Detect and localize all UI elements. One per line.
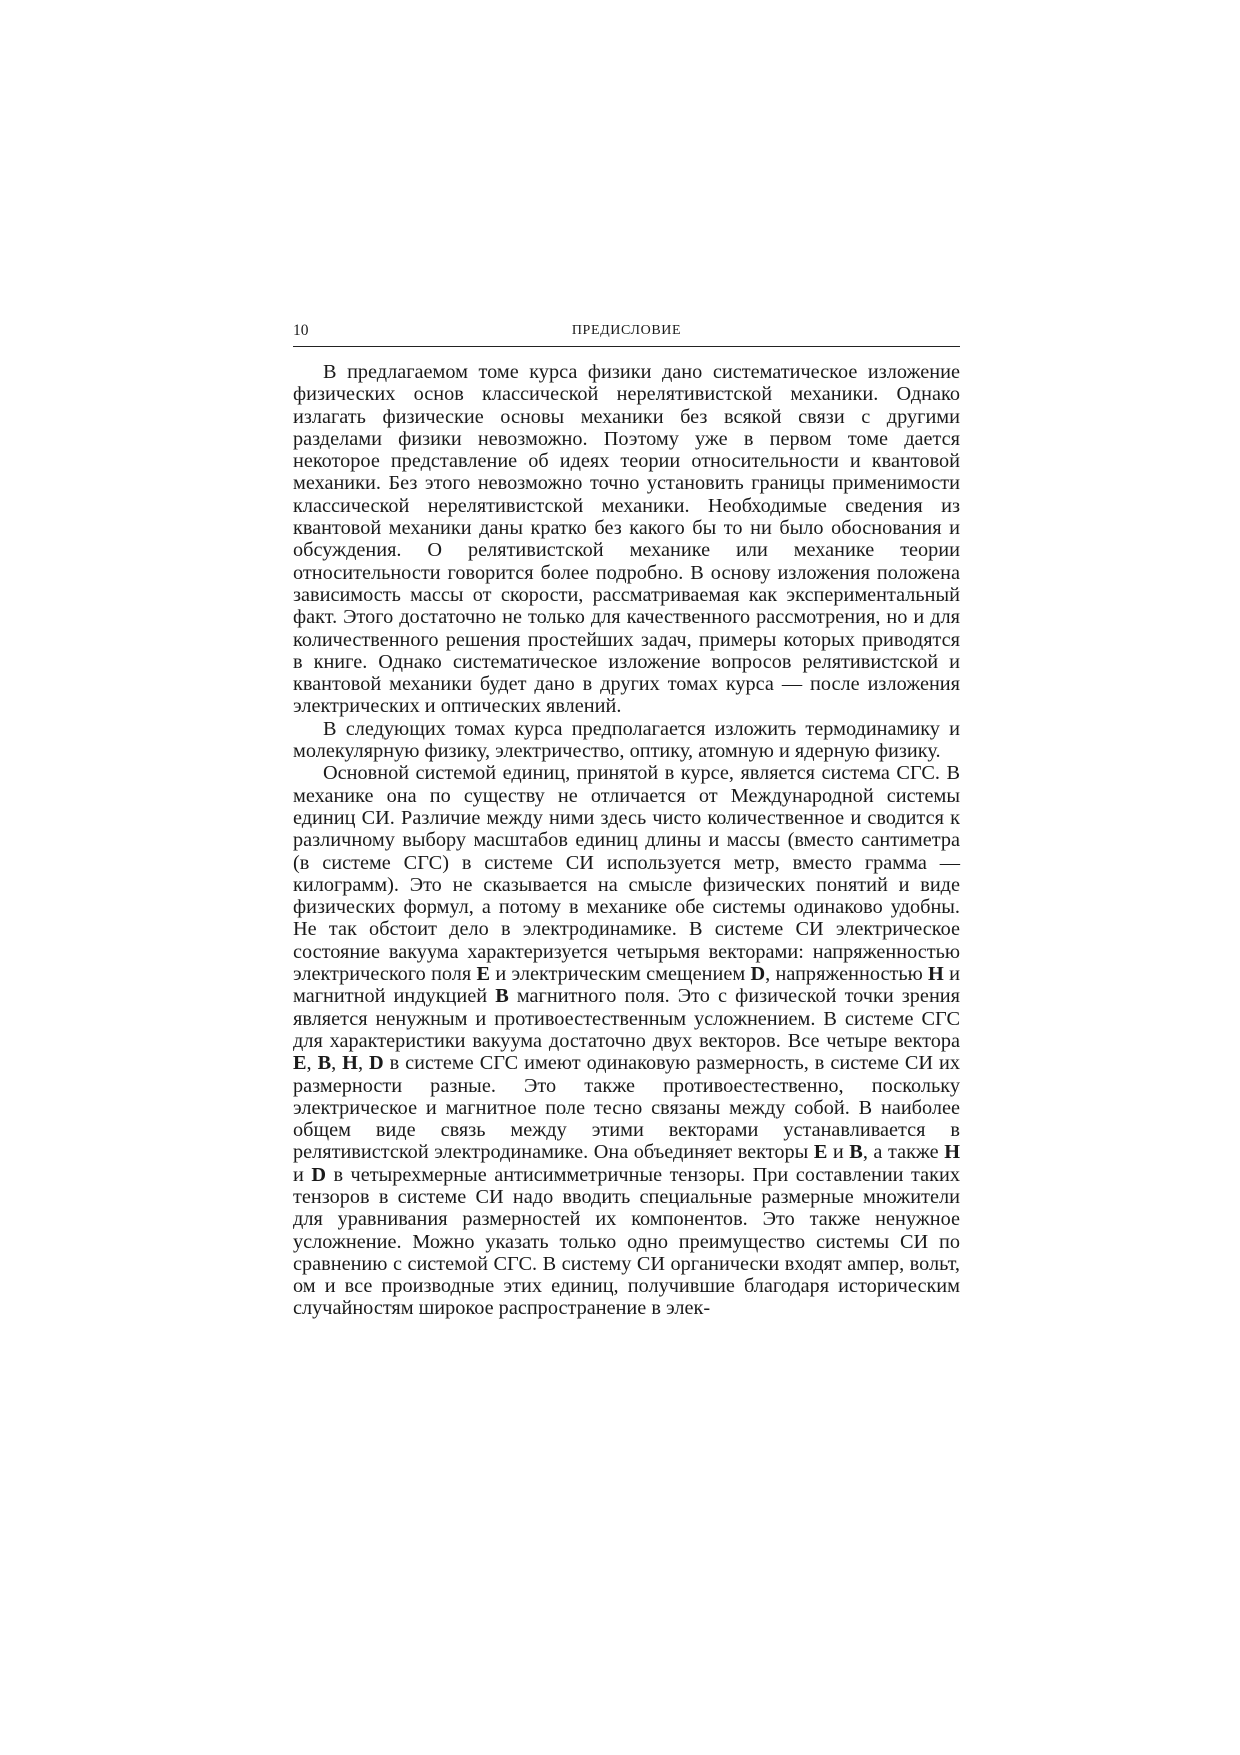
vector-symbol: B — [317, 1052, 332, 1075]
vector-symbol: E — [476, 963, 491, 986]
running-head — [293, 320, 960, 347]
paragraph-2: В следующих томах курса предполагается изложить термодинамику и молекулярную физику, электричество, оптику, атомную и ядерную физику. — [293, 717, 960, 763]
vector-symbol: E — [293, 1052, 307, 1075]
vector-symbol: H — [342, 1052, 358, 1075]
vector-symbol: D — [311, 1163, 326, 1186]
running-title: ПРЕДИСЛОВИЕ — [571, 323, 682, 338]
vector-symbol: D — [750, 963, 766, 986]
vector-symbol: E — [813, 1141, 828, 1164]
body-text — [293, 361, 960, 1320]
vector-symbol: D — [368, 1052, 384, 1075]
paragraph-3: Основной системой единиц, принятой в курсе, является система СГС. В механике она по существу не отличается от Международной системы единиц СИ. Различие между ними здесь чисто количественное и сводится к различному выбору масштабов единиц длины и массы (вместо сантиметра (в системе СГС) в системе СИ используется метр, вместо грамма — килограмм). Это не сказывается на смысле физических понятий и виде физических формул, а потому в механике обе системы одинаково удобны. Не так обстоит дело в электродинамике. В системе СИ электрическое состояние вакуума характеризуется четырьмя векторами: напряженностью электрического поля E и электрическим смещением D, напряженностью H и магнитной индукцией B магнитного поля. Это с физической точки зрения является ненужным и противоестественным усложнением. В системе СГС для характеристики вакуума достаточно двух векторов. Все четыре вектора E, B, H, D в системе СГС имеют одинаковую размерность, в системе СИ их размерности разные. Это также противоестественно, поскольку электрическое и магнитное поле тесно связаны между собой. В наиболее общем виде связь между этими векторами устанавливается в релятивистской электродинамике. Она объединяет векторы E и B, а также H и D в четырехмерные антисимметричные тензоры. При составлении таких тензоров в системе СИ надо вводить специальные размерные множители для уравнивания размерностей их компонентов. Это также ненужное усложнение. Можно указать только одно преимущество системы СИ по сравнению с системой СГС. В систему СИ органически входят ампер, вольт, ом и все производные этих единиц, получившие благодаря историческим случайностям широкое распространение в элек- — [293, 762, 961, 1320]
vector-symbol: H — [944, 1141, 960, 1164]
vector-symbol: B — [849, 1141, 863, 1164]
page-number: 10 — [293, 322, 309, 339]
paragraph-1: В предлагаемом томе курса физики дано систематическое изложение физических основ классической нерелятивистской механики. Однако излагать физические основы механики без всякой связи с другими разделами физики невозможно. Поэтому уже в первом томе дается некоторое представление об идеях теории относительности и квантовой механики. Без этого невозможно точно установить границы применимости классической нерелятивистской механики. Необходимые сведения из квантовой механики даны кратко без какого бы то ни было обоснования и обсуждения. О релятивистской механике или механике теории относительности говорится более подробно. В основу изложения положена зависимость массы от скорости, рассматриваемая как экспериментальный факт. Этого достаточно не только для качественного рассмотрения, но и для количественного решения простейших задач, примеры которых приводятся в книге. Однако систематическое изложение вопросов релятивистской и квантовой механики будет дано в других томах курса — после изложения электрических и оптических явлений. — [293, 361, 960, 718]
vector-symbol: B — [495, 985, 509, 1008]
vector-symbol: H — [928, 963, 944, 986]
book-page — [293, 320, 960, 1320]
